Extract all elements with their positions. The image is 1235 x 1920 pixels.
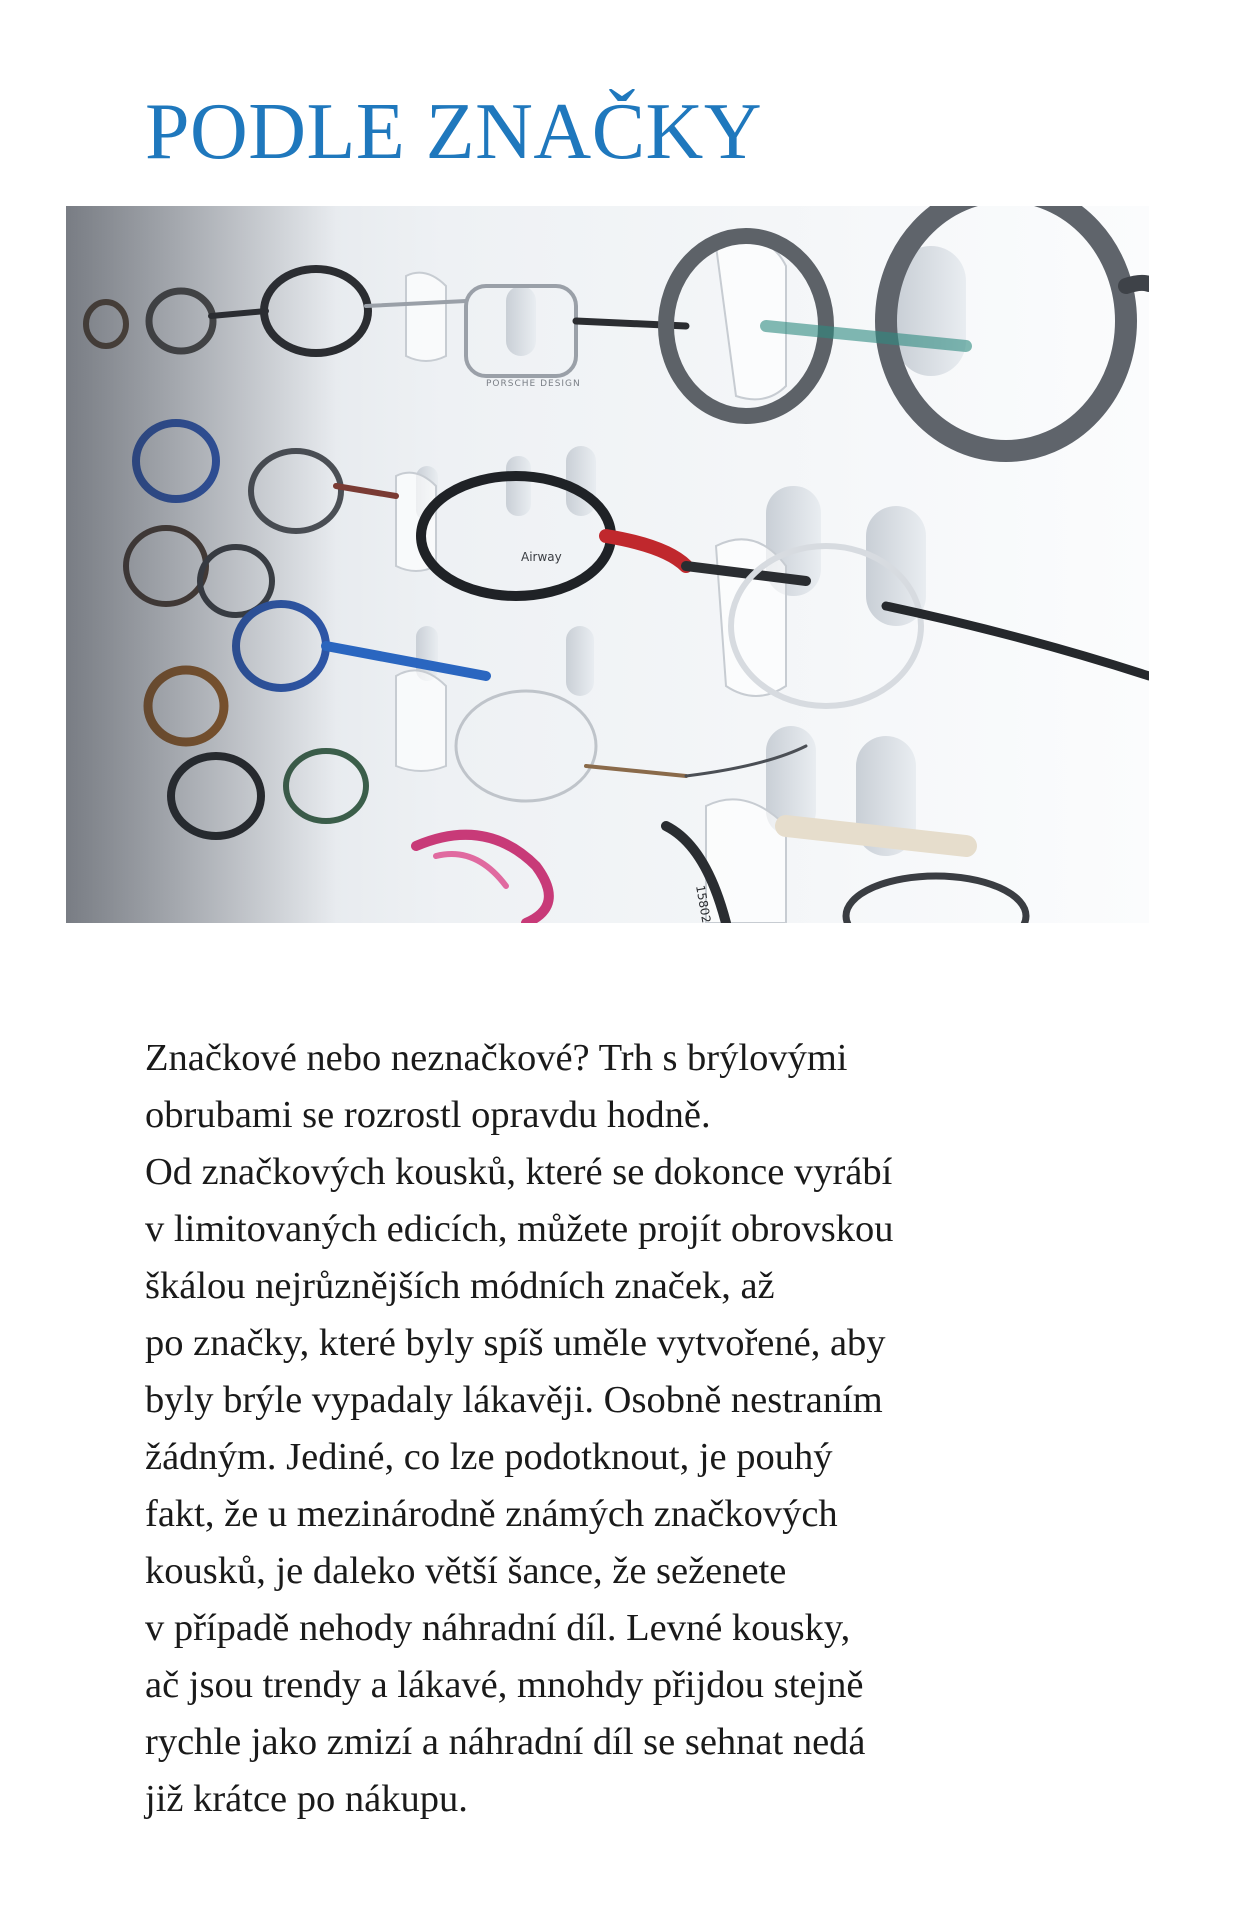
eyeglasses-display-photo bbox=[66, 206, 1149, 923]
article-line: Od značkových kousků, které se dokonce vyrábí bbox=[145, 1151, 893, 1193]
article-line: v případě nehody náhradní díl. Levné kousky, bbox=[145, 1607, 851, 1649]
article-line: fakt, že u mezinárodně známých značkových bbox=[145, 1493, 838, 1535]
article-line: v limitovaných edicích, můžete projít obrovskou bbox=[145, 1208, 894, 1250]
article-line: žádným. Jediné, co lze podotknout, je pouhý bbox=[145, 1436, 833, 1478]
page-title: PODLE ZNAČKY bbox=[145, 88, 763, 176]
article-line: kousků, je daleko větší šance, že seženete bbox=[145, 1550, 787, 1592]
article-line: po značky, které byly spíš uměle vytvořené, aby bbox=[145, 1322, 886, 1364]
article-line: obrubami se rozrostl opravdu hodně. bbox=[145, 1094, 711, 1136]
article-line: byly brýle vypadaly lákavěji. Osobně nestraním bbox=[145, 1379, 883, 1421]
article-line: ač jsou trendy a lákavé, mnohdy přijdou stejně bbox=[145, 1664, 864, 1706]
article-line: Značkové nebo neznačkové? Trh s brýlovými bbox=[145, 1037, 848, 1079]
article-text bbox=[145, 1030, 1045, 1828]
article-line: již krátce po nákupu. bbox=[145, 1778, 468, 1820]
article-line: škálou nejrůznějších módních značek, až bbox=[145, 1265, 775, 1307]
article-line: rychle jako zmizí a náhradní díl se sehnat nedá bbox=[145, 1721, 866, 1763]
